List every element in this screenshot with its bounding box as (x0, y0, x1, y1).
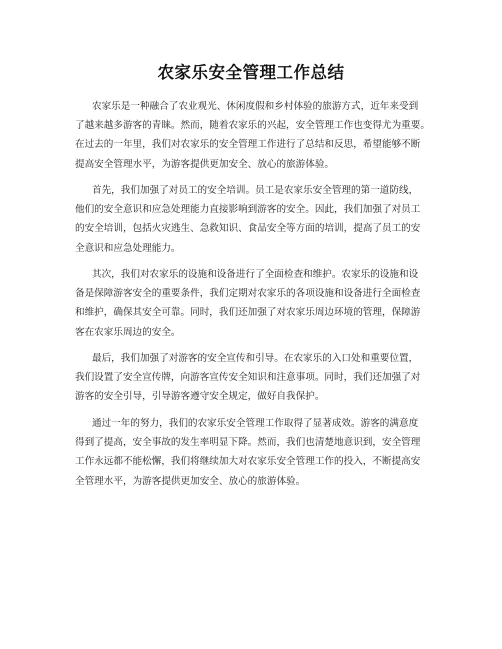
paragraph-line: 他们的安全意识和应急处理能力直接影响到游客的安全。因此，我们加强了对员工 (75, 204, 421, 216)
paragraph-line: 备是保障游客安全的重要条件，我们定期对农家乐的各项设施和设备进行全面检查 (75, 288, 421, 300)
paragraph-line: 通过一年的努力，我们的农家乐安全管理工作取得了显著成效。游客的满意度 (92, 418, 419, 429)
paragraph-conclusion (75, 414, 435, 491)
paragraph-line: 其次，我们对农家乐的设施和设备进行了全面检查和维护。农家乐的设施和设 (92, 269, 419, 280)
paragraph-line: 农家乐是一种融合了农业观光、休闲度假和乡村体验的旅游方式，近年来受到 (92, 101, 419, 112)
paragraph-line: 工作永远都不能松懈，我们将继续加大对农家乐安全管理工作的投入，不断提高安 (75, 456, 421, 468)
paragraph-line: 了越来越多游客的青睐。然而，随着农家乐的兴起，安全管理工作也变得尤为重要。 (75, 120, 430, 132)
paragraph-line: 的安全培训，包括火灾逃生、急救知识、食品安全等方面的培训，提高了员工的安 (75, 223, 421, 235)
paragraph-line: 和维护，确保其安全可靠。同时，我们还加强了对农家乐周边环境的管理，保障游 (75, 307, 421, 319)
paragraph-visitor-guidance (75, 349, 435, 407)
paragraph-line: 首先，我们加强了对员工的安全培训。员工是农家乐安全管理的第一道防线， (92, 185, 419, 196)
paragraph-intro (75, 97, 435, 174)
paragraph-line: 最后，我们加强了对游客的安全宣传和引导。在农家乐的入口处和重要位置， (92, 353, 419, 364)
paragraph-line: 在过去的一年里，我们对农家乐的安全管理工作进行了总结和反思，希望能够不断 (75, 139, 421, 151)
paragraph-staff-training (75, 181, 435, 258)
paragraph-line: 客在农家乐周边的安全。 (75, 326, 181, 338)
document-title: 农家乐安全管理工作总结 (157, 63, 345, 82)
paragraph-line: 全意识和应急处理能力。 (75, 242, 181, 254)
paragraph-line: 提高安全管理水平，为游客提供更加安全、放心的旅游体验。 (75, 158, 335, 170)
paragraph-line: 得到了提高，安全事故的发生率明显下降。然而，我们也清楚地意识到，安全管理 (75, 437, 421, 449)
paragraph-line: 游客的安全引导，引导游客遵守安全规定，做好自我保护。 (75, 391, 325, 403)
paragraph-line: 全管理水平，为游客提供更加安全、放心的旅游体验。 (75, 475, 306, 487)
paragraph-facilities (75, 265, 435, 342)
paragraph-line: 我们设置了安全宣传牌，向游客宣传安全知识和注意事项。同时，我们还加强了对 (75, 372, 421, 384)
